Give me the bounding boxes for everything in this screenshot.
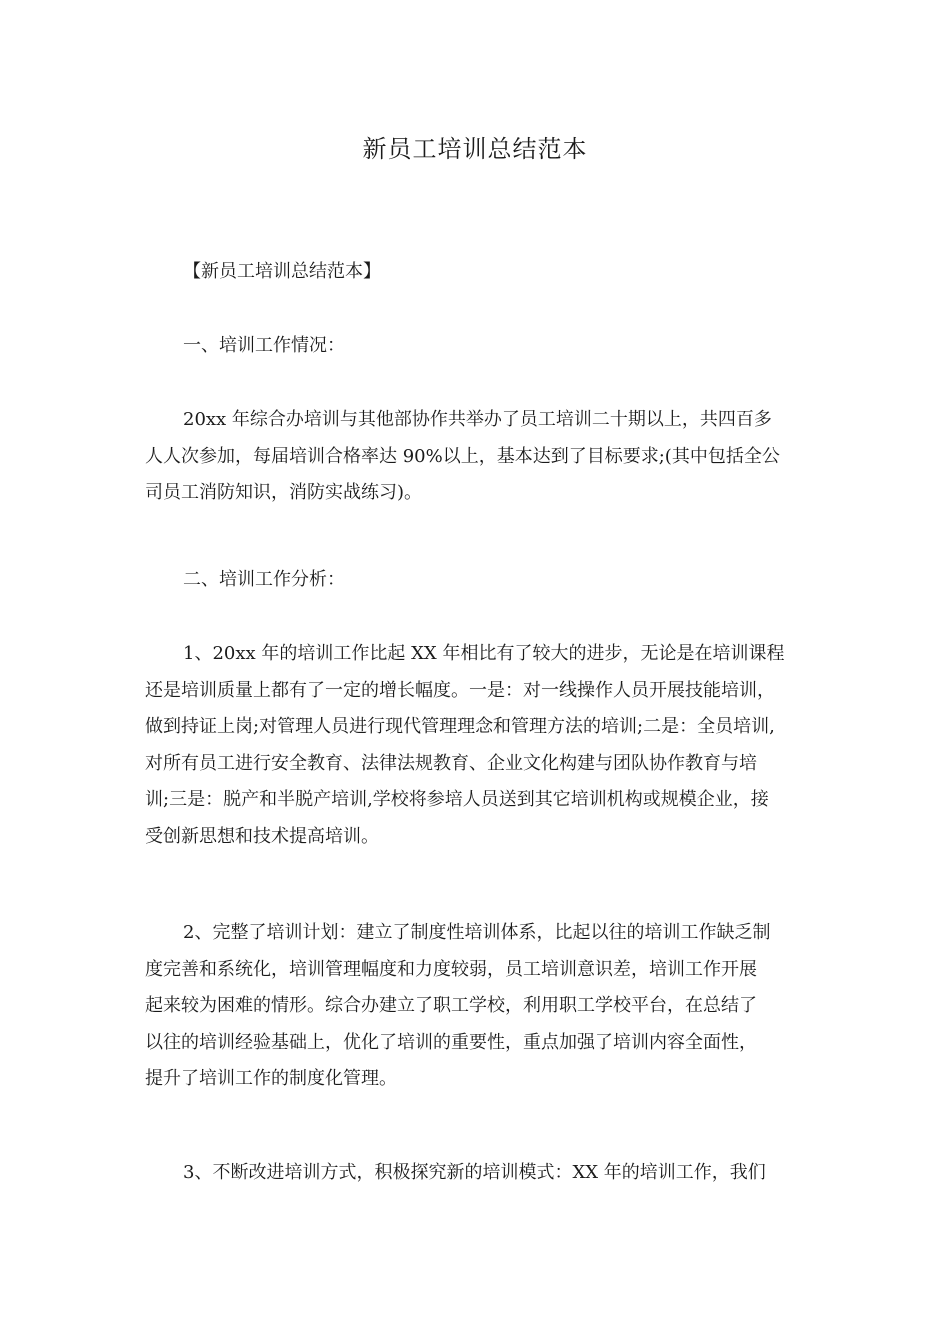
paragraph-line: 1、20xx 年的培训工作比起 XX 年相比有了较大的进步，无论是在培训课程	[183, 643, 785, 664]
paragraph-line: 起来较为困难的情形。综合办建立了职工学校，利用职工学校平台，在总结了	[145, 995, 757, 1016]
paragraph-line: 以往的培训经验基础上，优化了培训的重要性，重点加强了培训内容全面性，	[145, 1031, 757, 1053]
paragraph-line: 受创新思想和技术提高培训。	[145, 825, 379, 847]
paragraph-line: 还是培训质量上都有了一定的增长幅度。一是：对一线操作人员开展技能培训，	[145, 679, 775, 701]
section1-heading-text: 一、培训工作情况：	[183, 335, 345, 356]
paragraph-line: 人人次参加，每届培训合格率达 90%以上，基本达到了目标要求;(其中包括全公	[145, 445, 780, 467]
document-title: 新员工培训总结范本	[362, 135, 588, 163]
paragraph-line: 对所有员工进行安全教育、法律法规教育、企业文化构建与团队协作教育与培	[145, 752, 757, 774]
section2-heading-text: 二、培训工作分析：	[183, 569, 345, 590]
paragraph-line: 训;三是：脱产和半脱产培训,学校将参培人员送到其它培训机构或规模企业，接	[145, 789, 769, 810]
paragraph-line: 3、不断改进培训方式，积极探究新的培训模式：XX 年的培训工作，我们	[183, 1162, 766, 1183]
paragraph-line: 提升了培训工作的制度化管理。	[145, 1068, 397, 1089]
item1-paragraph	[145, 636, 811, 855]
subtitle-text: 【新员工培训总结范本】	[183, 261, 381, 282]
document-subtitle	[145, 254, 811, 291]
paragraph-line: 做到持证上岗;对管理人员进行现代管理理念和管理方法的培训;二是：全员培训,	[145, 716, 775, 737]
section2-heading	[145, 562, 811, 599]
paragraph-line: 20xx 年综合办培训与其他部协作共举办了员工培训二十期以上，共四百多	[183, 409, 772, 430]
item3-paragraph	[145, 1155, 811, 1192]
paragraph-line: 司员工消防知识，消防实战练习)。	[145, 482, 423, 503]
item2-paragraph	[145, 915, 811, 1098]
section1-heading	[145, 328, 811, 365]
paragraph-line: 2、完整了培训计划：建立了制度性培训体系，比起以往的培训工作缺乏制	[183, 922, 771, 943]
paragraph-line: 度完善和系统化，培训管理幅度和力度较弱，员工培训意识差，培训工作开展	[145, 958, 757, 980]
section1-paragraph	[145, 402, 811, 512]
